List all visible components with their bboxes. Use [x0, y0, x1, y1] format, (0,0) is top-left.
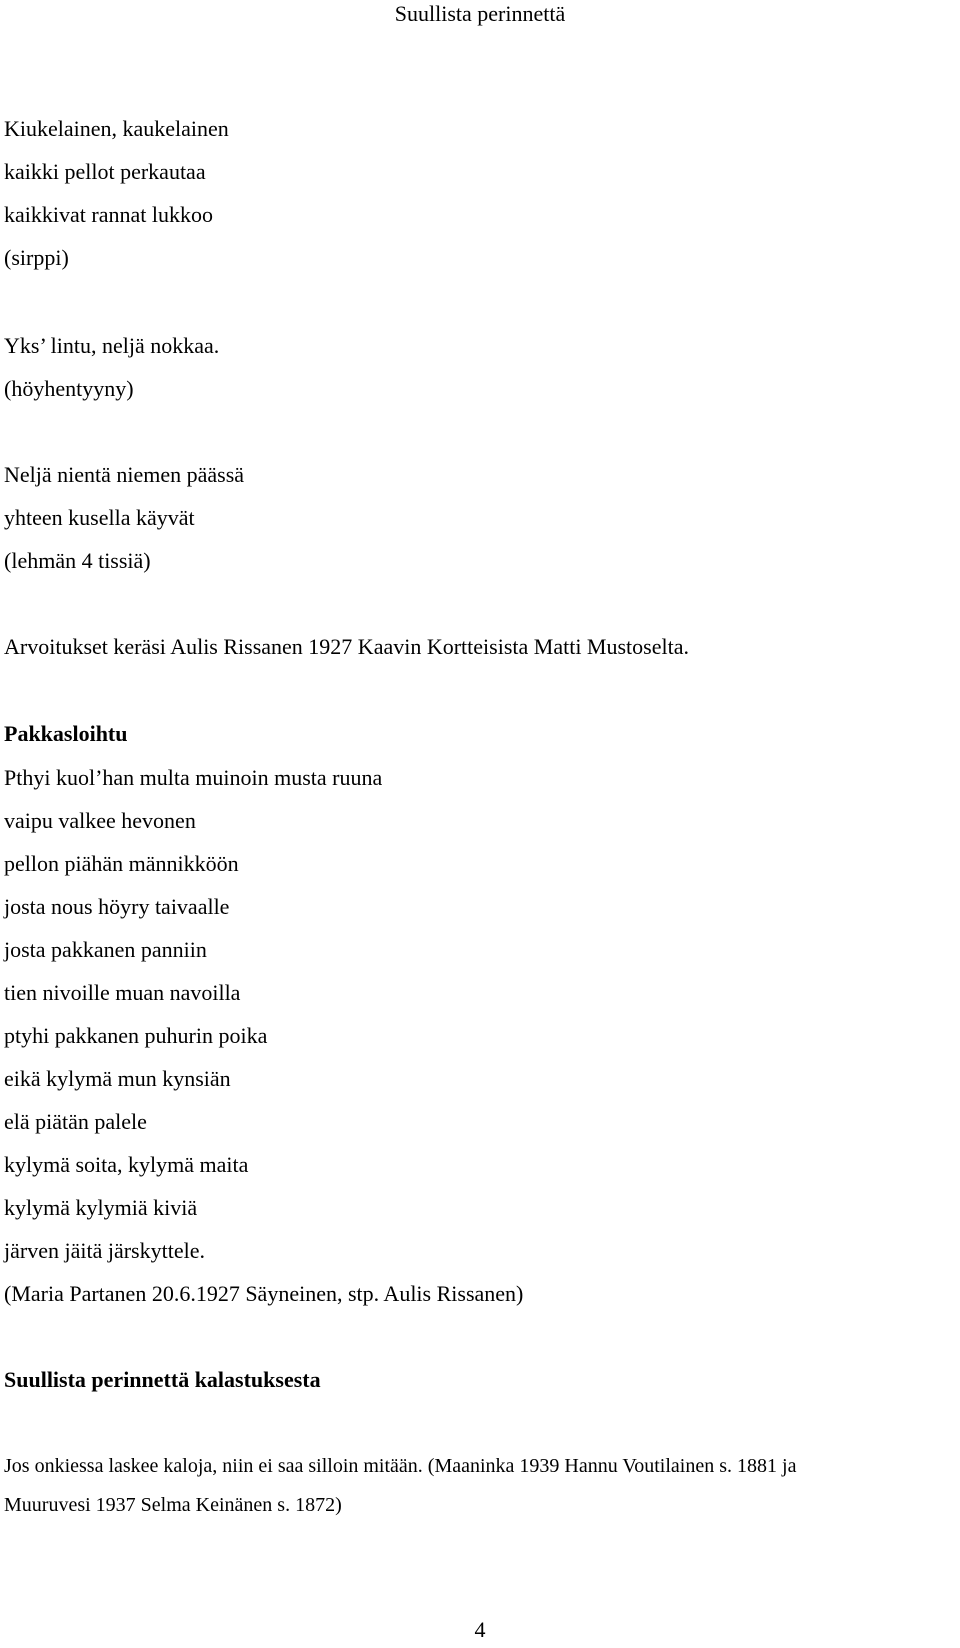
riddle-2-line-1: Yks’ lintu, neljä nokkaa.	[4, 333, 220, 358]
page-header: Suullista perinnettä	[394, 1, 566, 26]
page-number: 4	[474, 1617, 486, 1642]
section-text-line-2: Muuruvesi 1937 Selma Keinänen s. 1872)	[4, 1494, 342, 1516]
riddle-3-line-2: yhteen kusella käyvät	[4, 505, 195, 530]
riddle-2-answer: (höyhentyyny)	[4, 376, 134, 401]
riddle-1-answer: (sirppi)	[4, 245, 69, 270]
poem-line: pellon piähän männikköön	[4, 851, 239, 876]
poem-line: järven jäitä järskyttele.	[4, 1238, 205, 1263]
poem-title: Pakkasloihtu	[4, 721, 128, 746]
section-text-line-1: Jos onkiessa laskee kaloja, niin ei saa silloin mitään. (Maaninka 1939 Hannu Voutilainen s. 1881 ja	[4, 1455, 797, 1477]
poem-line: kylymä soita, kylymä maita	[4, 1152, 249, 1177]
riddle-1-line-2: kaikki pellot perkautaa	[4, 159, 206, 184]
poem-line: elä piätän palele	[4, 1109, 147, 1134]
poem-line: kylymä kylymiä kiviä	[4, 1195, 198, 1220]
poem-line: Pthyi kuol’han multa muinoin musta ruuna	[4, 765, 383, 790]
poem-line: ptyhi pakkanen puhurin poika	[4, 1023, 268, 1048]
poem-source: (Maria Partanen 20.6.1927 Säyneinen, stp. Aulis Rissanen)	[4, 1281, 524, 1306]
poem-line: tien nivoille muan navoilla	[4, 980, 241, 1005]
riddle-3-line-1: Neljä nientä niemen päässä	[4, 462, 245, 487]
riddle-3-answer: (lehmän 4 tissiä)	[4, 548, 151, 573]
riddles-source: Arvoitukset keräsi Aulis Rissanen 1927 Kaavin Kortteisista Matti Mustoselta.	[4, 634, 689, 659]
poem-line: josta pakkanen panniin	[4, 937, 207, 962]
poem-line: josta nous höyry taivaalle	[4, 894, 230, 919]
poem-line: eikä kylymä mun kynsiän	[4, 1066, 231, 1091]
section-title: Suullista perinnettä kalastuksesta	[4, 1367, 321, 1392]
riddle-1-line-1: Kiukelainen, kaukelainen	[4, 116, 229, 141]
riddle-1-line-3: kaikkivat rannat lukkoo	[4, 202, 213, 227]
poem-line: vaipu valkee hevonen	[4, 808, 196, 833]
